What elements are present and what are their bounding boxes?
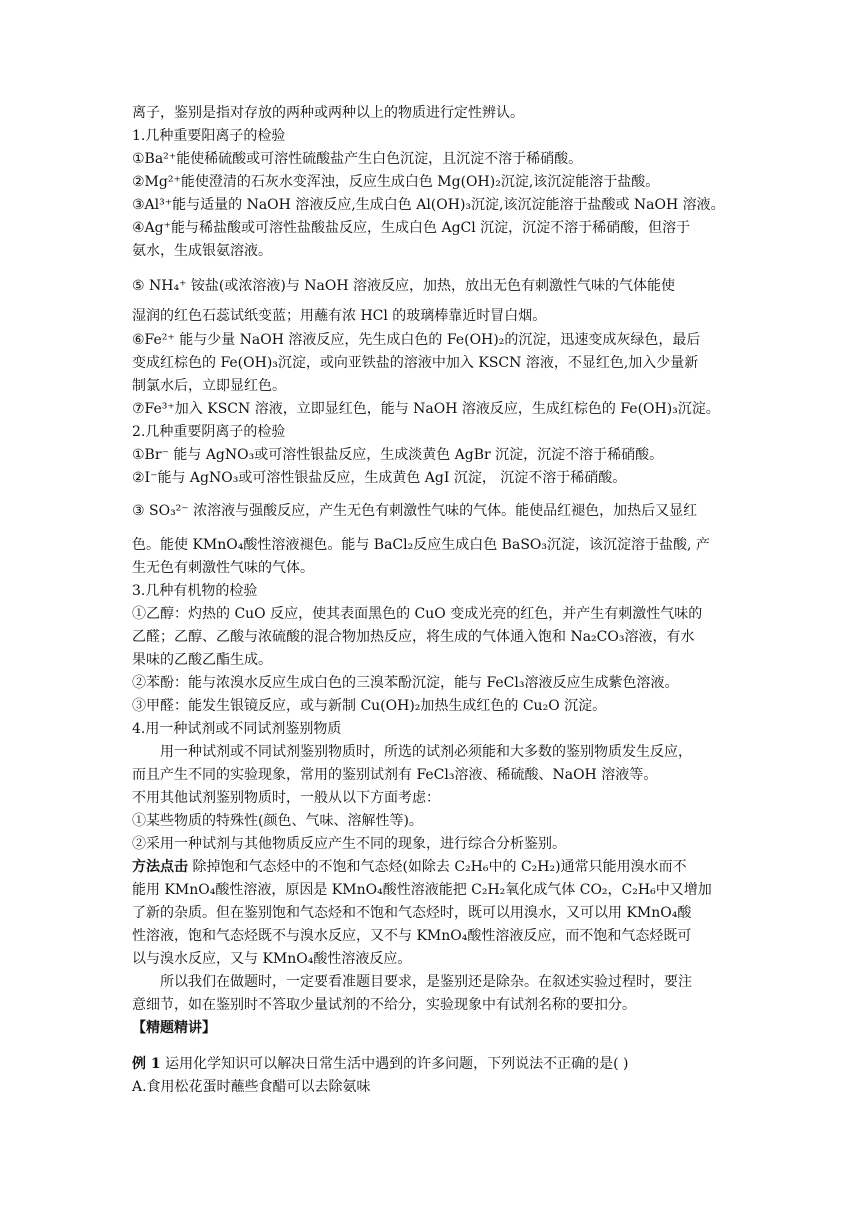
text-line: ②Mg²⁺能使澄清的石灰水变浑浊，反应生成白色 Mg(OH)₂沉淀,该沉淀能溶于盐酸。 xyxy=(132,174,660,190)
text-line: 而且产生不同的实验现象，常用的鉴别试剂有 FeCl₃溶液、稀硫酸、NaOH 溶液等。 xyxy=(132,767,658,783)
text-line: ②采用一种试剂与其他物质反应产生不同的现象，进行综合分析鉴别。 xyxy=(132,836,566,852)
method-tip-label: 方法点击 xyxy=(132,859,188,875)
section-heading: 1.几种重要阳离子的检验 xyxy=(132,128,286,144)
text-line: 用一种试剂或不同试剂鉴别物质时，所选的试剂必须能和大多数的鉴别物质发生反应， xyxy=(160,744,692,760)
text-line: ①Br⁻ 能与 AgNO₃或可溶性银盐反应，生成淡黄色 AgBr 沉淀，沉淀不溶于稀硝酸。 xyxy=(132,447,664,463)
text-line: ④Ag⁺能与稀盐酸或可溶性盐酸盐反应，生成白色 AgCl 沉淀，沉淀不溶于稀硝酸，但溶于 xyxy=(132,220,691,236)
example-label: 例 1 xyxy=(132,1056,161,1072)
text-line: 湿润的红色石蕊试纸变蓝；用蘸有浓 HCl 的玻璃棒靠近时冒白烟。 xyxy=(132,308,547,324)
text-line: 色。能使 KMnO₄酸性溶液褪色。能与 BaCl₂反应生成白色 BaSO₃沉淀，该沉淀溶于盐酸, 产 xyxy=(132,537,710,553)
text-line: ③甲醛：能发生银镜反应，或与新制 Cu(OH)₂加热生成红色的 Cu₂O 沉淀。 xyxy=(132,698,607,714)
method-tip-line xyxy=(132,858,687,876)
text-line: 意细节，如在鉴别时不答取少量试剂的不给分，实验现象中有试剂名称的要扣分。 xyxy=(132,997,636,1013)
text-line: ③ SO₃²⁻ 浓溶液与强酸反应，产生无色有刺激性气味的气体。能使品红褪色，加热后又显红 xyxy=(132,503,698,519)
text-line: 所以我们在做题时，一定要看准题目要求，是鉴别还是除杂。在叙述实验过程时，要注 xyxy=(160,974,692,990)
text-line: ①某些物质的特殊性(颜色、气味、溶解性等)。 xyxy=(132,813,423,829)
text-line: 离子，鉴别是指对存放的两种或两种以上的物质进行定性辨认。 xyxy=(132,105,524,121)
text-line: ①乙醇：灼热的 CuO 反应，使其表面黑色的 CuO 变成光亮的红色，并产生有刺激性气味的 xyxy=(132,606,703,622)
text-line: 运用化学知识可以解决日常生活中遇到的许多问题，下列说法不正确的是( ) xyxy=(160,1056,629,1072)
section-heading: 2.几种重要阴离子的检验 xyxy=(132,424,286,440)
text-line: ①Ba²⁺能使稀硫酸或可溶性硫酸盐产生白色沉淀，且沉淀不溶于稀硝酸。 xyxy=(132,151,583,167)
text-line: 不用其他试剂鉴别物质时，一般从以下方面考虑： xyxy=(132,790,440,806)
text-line: ⑤ NH₄⁺ 铵盐(或浓溶液)与 NaOH 溶液反应，加热，放出无色有刺激性气味的气体能使 xyxy=(132,278,676,294)
text-line: ②苯酚：能与浓溴水反应生成白色的三溴苯酚沉淀，能与 FeCl₃溶液反应生成紫色溶液。 xyxy=(132,675,679,691)
text-line: 以与溴水反应，又与 KMnO₄酸性溶液反应。 xyxy=(132,951,412,967)
text-line: 变成红棕色的 Fe(OH)₃沉淀，或向亚铁盐的溶液中加入 KSCN 溶液，不显红色,加入少量新 xyxy=(132,355,699,371)
text-line: 能用 KMnO₄酸性溶液，原因是 KMnO₄酸性溶液能把 C₂H₂氧化成气体 CO₂，C₂H₆中又增加 xyxy=(132,882,712,898)
text-line: 氨水，生成银氨溶液。 xyxy=(132,243,272,259)
section-heading: 3.几种有机物的检验 xyxy=(132,583,258,599)
text-line: 乙醛；乙醇、乙酸与浓硫酸的混合物加热反应，将生成的气体通入饱和 Na₂CO₃溶液，有水 xyxy=(132,629,695,645)
text-line: ⑥Fe²⁺ 能与少量 NaOH 溶液反应，先生成白色的 Fe(OH)₂的沉淀，迅速变成灰绿色，最后 xyxy=(132,332,701,348)
text-line: ⑦Fe³⁺加入 KSCN 溶液，立即显红色，能与 NaOH 溶液反应，生成红棕色的 Fe(OH)₃沉淀。 xyxy=(132,401,720,417)
text-line: 性溶液，饱和气态烃既不与溴水反应，又不与 KMnO₄酸性溶液反应，而不饱和气态烃既可 xyxy=(132,928,692,944)
section-heading: 【精题精讲】 xyxy=(132,1020,216,1036)
text-line: 生无色有刺激性气味的气体。 xyxy=(132,560,314,576)
text-line: 了新的杂质。但在鉴别饱和气态烃和不饱和气态烃时，既可以用溴水，又可以用 KMnO₄酸 xyxy=(132,905,692,921)
text-line: ③Al³⁺能与适量的 NaOH 溶液反应,生成白色 Al(OH)₃沉淀,该沉淀能溶于盐酸或 NaOH 溶液。 xyxy=(132,197,725,213)
option-line: A.食用松花蛋时蘸些食醋可以去除氨味 xyxy=(132,1079,371,1095)
text-line: 除掉饱和气态烃中的不饱和气态烃(如除去 C₂H₆中的 C₂H₂)通常只能用溴水而不 xyxy=(188,859,687,875)
text-line: ②I⁻能与 AgNO₃或可溶性银盐反应，生成黄色 AgI 沉淀， 沉淀不溶于稀硝酸。 xyxy=(132,470,627,486)
example-line xyxy=(132,1055,628,1073)
section-heading: 4.用一种试剂或不同试剂鉴别物质 xyxy=(132,721,342,737)
text-line: 制氯水后，立即显红色。 xyxy=(132,378,286,394)
text-line: 果味的乙酸乙酯生成。 xyxy=(132,652,272,668)
